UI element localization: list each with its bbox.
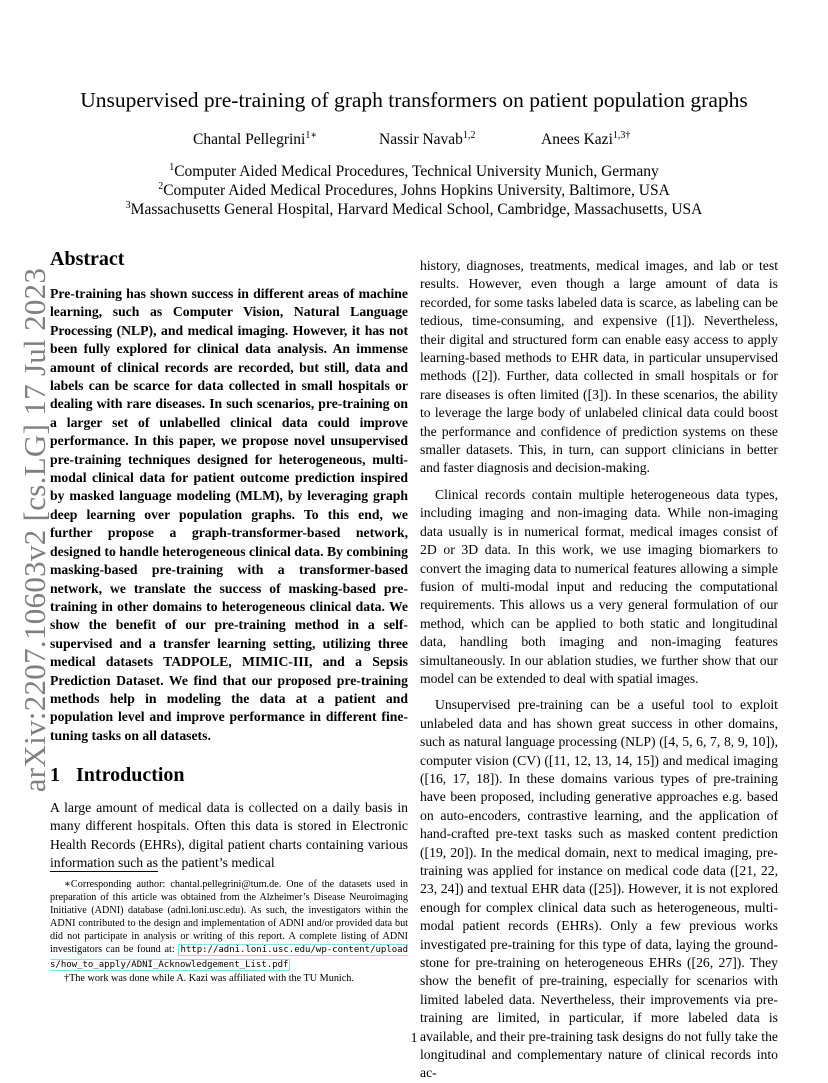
footnote-affiliation-note: †The work was done while A. Kazi was affiliated with the TU Munich.	[64, 972, 354, 984]
arxiv-stamp: arXiv:2207.10603v2 [cs.LG] 17 Jul 2023	[17, 267, 52, 793]
intro-paragraph: Clinical records contain multiple heterogeneous data types, including imaging and non-imaging data. While non-imaging data usually is in numerical format, medical images consist of 2D or 3D data. In this work, we use imaging biomarkers to convert the imaging data to numerical features allowing a simple fusion of multi-modal input and reducing the computational requirements. This allows us a very general formulation of our method, which can be applied to both static and longitudinal data, handling both imaging and non-imaging features simultaneously. In our ablation studies, we further show that our model can be extended to deal with spatial images.	[420, 486, 778, 686]
affiliation-2	[0, 182, 828, 200]
affiliation-mark: 1	[169, 162, 175, 173]
right-column	[420, 257, 778, 1083]
author-3	[541, 131, 630, 149]
author-name: Nassir Navab	[379, 131, 463, 148]
intro-paragraph: history, diagnoses, treatments, medical images, and lab or test results. However, even though a large amount of data is recorded, for some tasks labeled data is scarce, as labeling can be tedious, time-consuming, and expensive ([1]). Nevertheless, their digital and structured form can enable easy access to apply learning-based methods to EHR data, in particular unsupervised methods ([2]). Further, data collected in small hospitals or for rare diseases is often limited ([3]). In these scenarios, the ability to leverage the large body of unlabeled clinical data could boost the performance and confidence of prediction systems on these smaller datasets. This, in turn, can support clinicians in better and faster diagnosis and decision-making.	[420, 258, 778, 476]
affiliation-text: Massachusetts General Hospital, Harvard Medical School, Cambridge, Massachusetts, USA	[130, 201, 703, 218]
affiliation-text: Computer Aided Medical Procedures, Technical University Munich, Germany	[174, 163, 659, 180]
affiliation-1	[0, 163, 828, 181]
footnote-text: ∗Corresponding author: chantal.pellegrini@tum.de. One of the datasets used in preparation of this article was obtained from the Alzheimer’s Disease Neuroimaging Initiative (ADNI) database (adni.loni.usc.edu). As such, the investigators within the ADNI contributed to the design and implementation of ADNI and/or provided data but did not participate in analysis or writing of this report. A complete listing of ADNI investigators can be found at:	[50, 879, 408, 956]
adni-acknowledgement-link[interactable]: http://adni.loni.usc.edu/wp-content/uploads/how_to_apply/ADNI_Acknowledgement_List.pdf	[50, 945, 409, 970]
author-marks: 1∗	[305, 130, 318, 141]
abstract-body: Pre-training has shown success in different areas of machine learning, such as Computer Vision, Natural Language Processing (NLP), and medical imaging. However, it has not been fully explored for clinical data analysis. An immense amount of clinical records are recorded, but still, data and labels can be scarce for data collected in small hospitals or dealing with rare diseases. In such scenarios, pre-training on a larger set of unlabelled clinical data could improve performance. In this paper, we propose novel unsupervised pre-training techniques designed for heterogeneous, multi-modal clinical data for patient outcome prediction inspired by masked language modeling (MLM), by leveraging graph deep learning over population graphs. To this end, we further propose a graph-transformer-based network, designed to handle heterogeneous clinical data. By combining masking-based pre-training with a transformer-based network, we translate the success of masking-based pre-training in other domains to heterogeneous clinical data. We show the benefit of our pre-training method in a self-supervised and a transfer learning setting, utilizing three medical datasets TADPOLE, MIMIC-III, and a Sepsis Prediction Dataset. We find that our proposed pre-training methods help in modeling the data at a patient and population level and improve performance in different fine-tuning tasks on all datasets.	[50, 286, 408, 743]
intro-paragraph-left: A large amount of medical data is collected on a daily basis in many different hospitals. Often this data is stored in Electronic Health Records (EHRs), digital patient charts containing various information such as the patient’s medical	[50, 800, 408, 871]
paper-title: Unsupervised pre-training of graph transformers on patient population graphs	[80, 88, 748, 112]
footnotes	[50, 878, 408, 985]
abstract-heading: Abstract	[50, 248, 125, 270]
author-name: Anees Kazi	[541, 131, 613, 148]
author-1	[193, 131, 317, 149]
footnote-rule	[50, 871, 158, 872]
section-title: Introduction	[76, 764, 185, 786]
affiliation-3	[0, 201, 828, 219]
author-marks: 1,2	[462, 130, 476, 141]
author-2	[379, 131, 475, 149]
footnote-corresponding-author	[50, 878, 408, 972]
section-number: 1	[50, 764, 60, 786]
author-name: Chantal Pellegrini	[193, 131, 306, 148]
author-marks: 1,3†	[612, 130, 631, 141]
affiliation-text: Computer Aided Medical Procedures, Johns Hopkins University, Baltimore, USA	[163, 182, 670, 199]
affiliation-mark: 2	[158, 181, 164, 192]
section-heading-introduction	[50, 764, 185, 787]
page-number: 1	[410, 1030, 418, 1045]
affiliation-mark: 3	[125, 200, 131, 211]
intro-paragraph: Unsupervised pre-training can be a useful tool to exploit unlabeled data and has shown great success in other domains, such as natural language processing (NLP) ([4, 5, 6, 7, 8, 9, 10]), computer vision (CV) ([11, 12, 13, 14, 15]) and medical imaging ([16, 17, 18]). In these domains various types of pre-training have been proposed, including generative approaches e.g. based on auto-encoders, contrastive learning, and the application of hand-crafted pre-text tasks such as masked content prediction ([19, 20]). In the medical domain, next to medical imaging, pre-training was applied for instance on medical code data ([21, 22, 23, 24]) and textual EHR data ([25]). However, it is not explored enough for complex clinical data such as heterogeneous, multi-modal patient records (EHRs). Only a few previous works investigated pre-training for this type of data, laying the ground-stone for pre-training on heterogeneous EHRs ([26, 27]). They show the benefit of pre-training, especially for scenarios with limited labeled data. Nevertheless, their improvements via pre-training are limited, in particular, if more labeled data is available, and their pre-training task designs do not fully take the longitudinal and complementary nature of clinical records into ac-	[420, 697, 778, 1081]
